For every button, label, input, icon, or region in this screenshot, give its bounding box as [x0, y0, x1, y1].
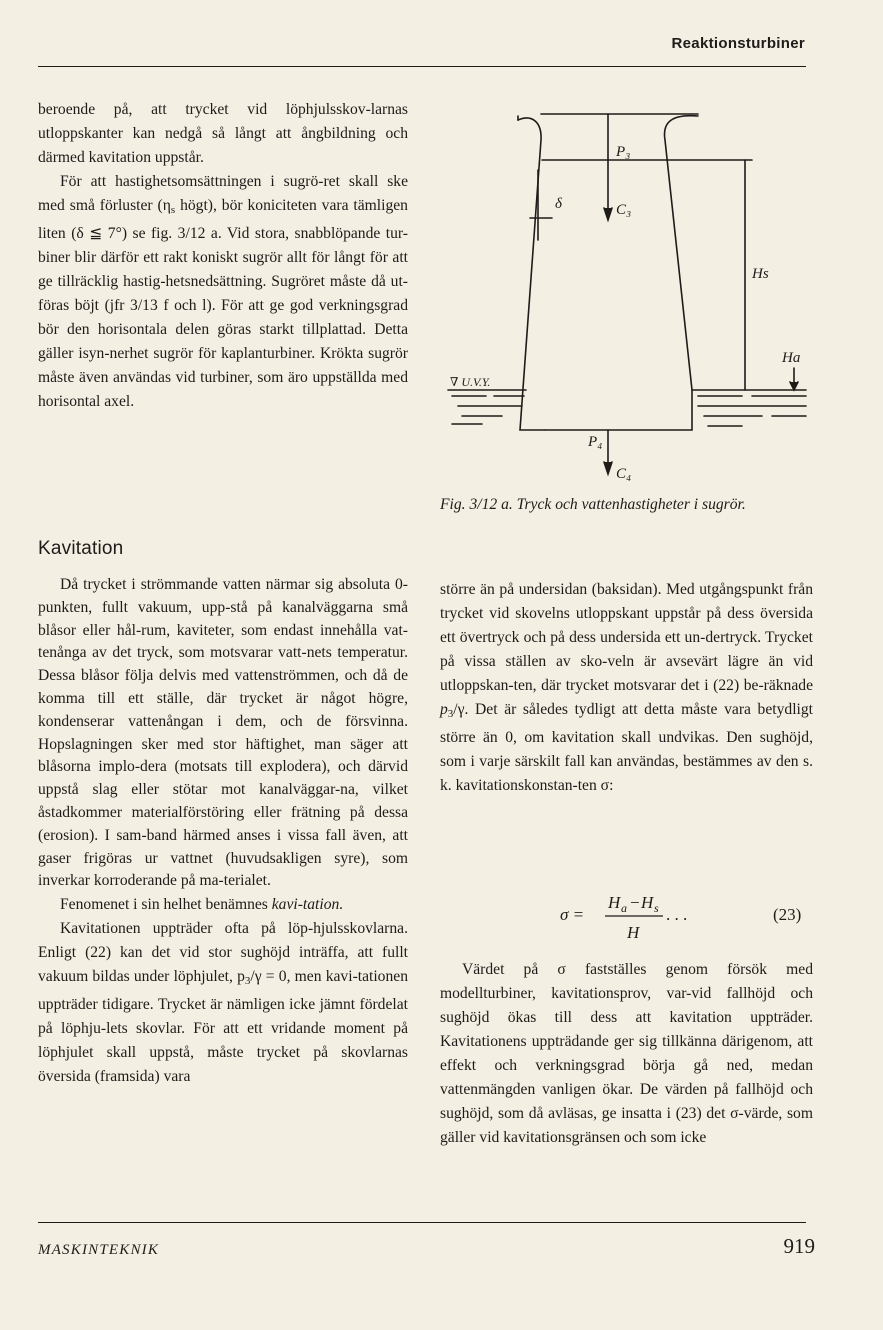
pressure-paragraph	[440, 578, 813, 798]
eta-subscript: s	[170, 204, 176, 216]
left-column-lower	[38, 574, 408, 1089]
formula-lhs: σ =	[560, 905, 585, 924]
formula-svg	[440, 876, 813, 946]
pressure-subscript: 3	[447, 708, 454, 720]
label-delta: δ	[555, 196, 562, 212]
draft-tube-text-1: För att hastighetsomsättningen i sugrö-ret skall ske med små förluster (η	[38, 173, 408, 214]
pressure-var: p	[440, 701, 448, 718]
formula-dots: . . .	[666, 905, 688, 924]
draft-tube-text-2: högt), bör koniciteten vara tämligen liten (δ ≦ 7°) se fig. 3/12 a. Vid stora, snabblöpande tur-biner blir därför ett rakt koniskt sugrör allt för långt för att ge tillräcklig hastig-hetsnedsättning. Sugröret måste då ut-föras böjt (jfr 3/13 f och l). För att ge god verkningsgrad bör den horisontala delen göras starkt tillplattad. Detta gäller isyn-nerhet sugrör för kaplanturbiner. Krökta sugrör måste även användas vid turbiner, som äro uppställda med horisontal axel.	[38, 197, 408, 410]
section-heading: Kavitation	[38, 538, 124, 559]
left-column-upper	[38, 98, 408, 414]
page-number: 919	[783, 1234, 815, 1258]
journal-name: MASKINTEKNIK	[38, 1242, 160, 1258]
formula-number: (23)	[773, 905, 802, 924]
draft-tube-diagram	[442, 100, 812, 492]
right-column-lower	[440, 958, 813, 1150]
formula-23	[440, 876, 813, 946]
right-wall	[545, 116, 698, 430]
phenomenon-paragraph	[38, 893, 408, 917]
formula-minus: −	[630, 893, 640, 912]
phenomenon-text: Fenomenet i sin helhet benämnes	[60, 896, 272, 914]
running-title: Reaktionsturbiner	[671, 35, 805, 52]
sigma-paragraph: Värdet på σ fastställes genom försök med modellturbiner, kavitationsprov, var-vid fallhöjd och sughöjd ökas till dess att kavitation uppträder. Kavitationens uppträdande ger sig tillkänna därigenom, att effekt och verkningsgrad börja gå ned, medan vattenmängden vanligen ökar. De värden på fallhöjd och sughöjd, som då avläsas, ge insatta i (23) det σ-värde, som gäller vid kavitationsgränsen och som icke	[440, 961, 813, 1146]
figure-caption: Fig. 3/12 a. Tryck och vattenhastigheter i sugrör.	[440, 496, 746, 513]
header-rule	[38, 66, 806, 67]
draft-tube-paragraph	[38, 170, 408, 414]
draft-tube-figure	[442, 100, 812, 492]
blade-paragraph	[38, 917, 408, 1089]
pressure-text-1: större än på undersidan (baksidan). Med utgångspunkt från trycket vid skovelns utloppskant uppstår på dess översida ett övertryck och på dess undersida ett un-dertryck. Trycket på vissa ställen av sko-veln är avsevärt lägre än vid utloppskan-ten, där trycket motsvarar det i (22) be-räknade	[440, 581, 813, 694]
formula-hs-sub: s	[654, 901, 659, 915]
blade-text-2: /γ = 0, men kavi-tationen uppträder tidigare. Trycket är nämligen icke jämnt fördelat på löphju-lets skovlar. För att ett vridande moment på löphjulet skall uppstå, måste trycket på skovlarnas översida (framsida) vara	[38, 968, 408, 1086]
formula-den: H	[627, 923, 640, 942]
formula-ha-sub: a	[621, 901, 627, 915]
p3-subscript: 3	[244, 975, 251, 988]
intro-paragraph: beroende på, att trycket vid löphjulsskov-larnas utloppskanter kan nedgå så långt att ångbildning och därmed kavitation uppstår.	[38, 101, 408, 166]
label-c3: C₃	[616, 202, 632, 218]
label-ha: Ha	[782, 350, 801, 366]
blade-text-1: Kavitationen uppträder ofta på löp-hjulsskovlarna. Enligt (22) kan det vid stor sughöjd inträffa, att fullt vakuum bildas under löphjulet, p	[38, 920, 408, 986]
pressure-text-2: /γ. Det är således tydligt att detta måste vara betydligt större än 0, om kavitation skall undvikas. Den sughöjd, som i varje särskilt fall kan användas, bestämmes av den s. k. kavitationskonstan-ten σ:	[440, 701, 813, 794]
label-p3: P₃	[616, 144, 631, 160]
footer-rule	[38, 1222, 806, 1223]
left-wall	[518, 118, 545, 430]
right-column-upper	[440, 578, 813, 798]
label-c4: C₄	[616, 466, 632, 482]
label-p4: P₄	[588, 434, 603, 450]
formula-hs: H	[641, 893, 654, 912]
label-hs: Hs	[752, 266, 769, 282]
label-uvy: ∇ U.V.Y.	[450, 375, 491, 389]
phenomenon-term: kavi-tation.	[271, 896, 344, 914]
cavitation-paragraph: Då trycket i strömmande vatten närmar sig absoluta 0-punkten, fullt vakuum, upp-stå på kanalväggarna små blåsor eller hål-rum, kaviteter, som endast innehålla vat-tenånga av det tryck, som motsvarar vatt-nets temperatur. Dessa blåsor följa delvis med vattenströmmen, och då de komma till ett ställe, där trycket är något högre, kondenserar vattenångan i dem, och de försvinna. Hopslagningen sker med stor häftighet, man säger att blåsorna implo-dera (motsats till explodera), och därvid uppstå slag eller stötar mot kanalväggar-na, vilket åstadkommer materialförstöring eller frätning på dessa (erosion). I sam-band härmed anses i vissa fall även, att gaser frigöras ur vattnet (huvudsakligen syre), som inverkar korroderande på ma-terialet.	[38, 576, 408, 890]
formula-ha: H	[608, 893, 621, 912]
